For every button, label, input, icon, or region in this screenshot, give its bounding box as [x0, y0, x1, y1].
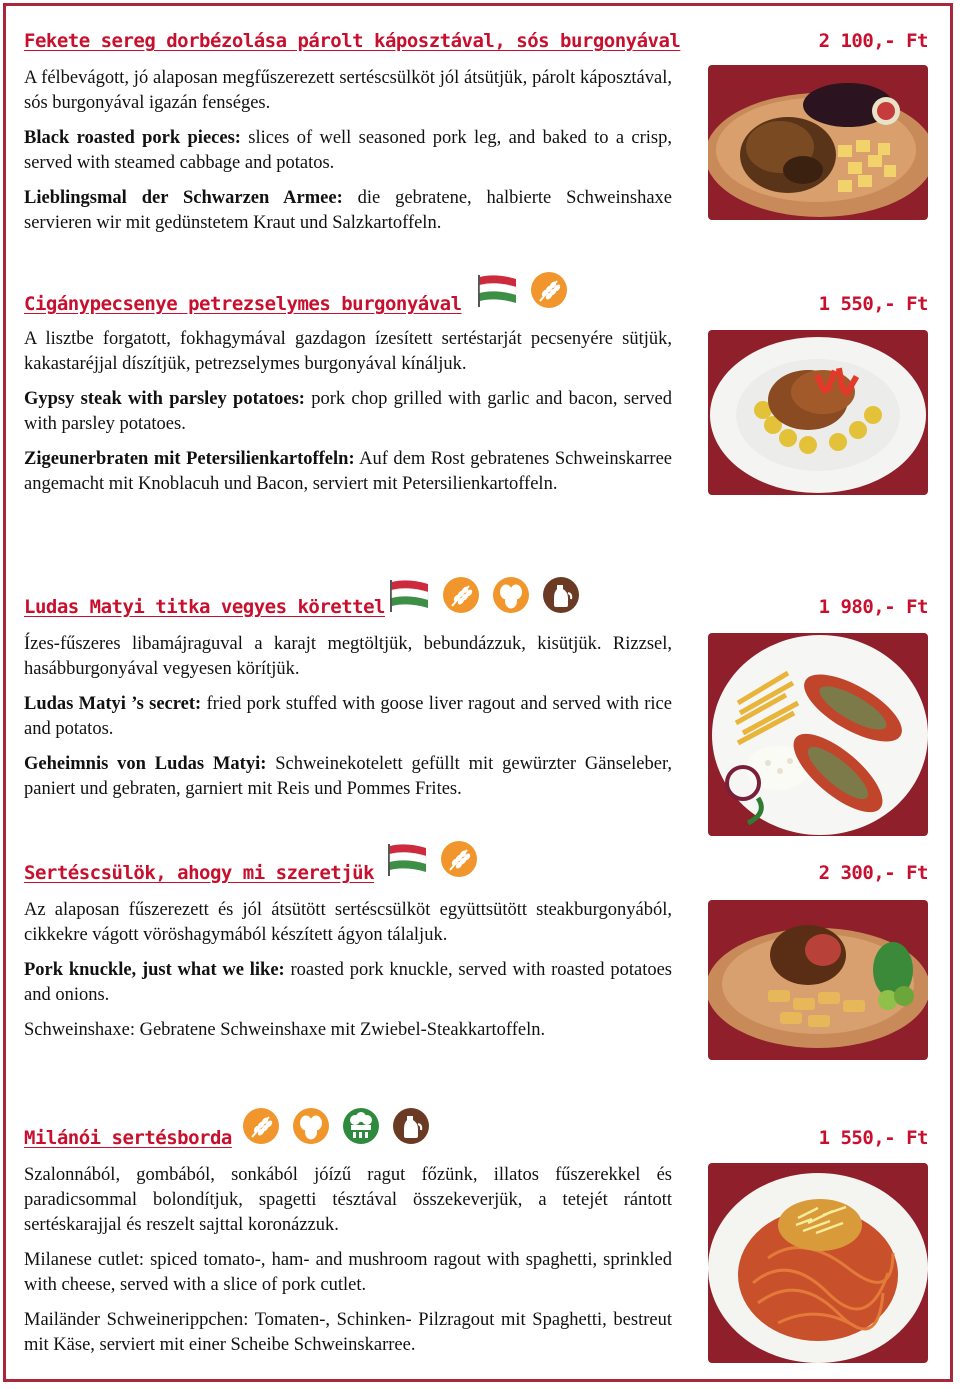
menu-item-3: [24, 596, 930, 836]
egg-icon: [292, 1107, 330, 1145]
description-de-text: Auf dem Rost gebratenes Schweinskarree angemacht mit Knoblacuh und Bacon, serviert mit Petersilienkartoffeln.: [24, 449, 672, 494]
description-de-text: Schweinekotelett gefüllt mit gewürzter Gänseleber, paniert und gebraten, garniert mit Reis und Pommes Frites.: [24, 754, 672, 799]
wheat-gluten-icon: [242, 1107, 280, 1145]
milk-icon: [392, 1107, 430, 1145]
description-de: [24, 447, 672, 497]
description-de: [24, 1018, 672, 1043]
description-en: [24, 958, 672, 1008]
description-en-label: Pork knuckle, just what we like:: [24, 960, 285, 980]
description-hu: Szalonnából, gombából, sonkából jóízű ragut főzünk, illatos fűszerekkel és paradicsommal bolondítjuk, spagetti tésztával összekeverjük, a tetejét rántott sertéskarajjal és reszelt sajttal koronázzuk.: [24, 1165, 672, 1235]
description-de-label: Lieblingsmal der Schwarzen Armee:: [24, 188, 343, 208]
allergen-icons: [388, 576, 580, 614]
celery-icon: [342, 1107, 380, 1145]
dish-photo: [708, 1163, 928, 1363]
description-de: [24, 1308, 672, 1358]
milk-icon: [542, 576, 580, 614]
dish-photo: [708, 633, 928, 836]
dish-title: Fekete sereg dorbézolása párolt káposztával, sós burgonyával: [24, 30, 681, 52]
description-hu: A félbevágott, jó alaposan megfűszerezett sertéscsülköt jól átsütjük, párolt káposztával, sós burgonyával igazán fenséges.: [24, 68, 672, 113]
dish-price: 1 550,- Ft: [818, 293, 928, 315]
description-de-label: Geheimnis von Ludas Matyi:: [24, 754, 267, 774]
description-de-text: die gebratene, halbierte Schweinshaxe servieren wir mit gedünstetem Kraut und Salzkartoffeln.: [24, 188, 672, 233]
menu-item-4: [24, 862, 930, 1082]
dish-title: Sertéscsülök, ahogy mi szeretjük: [24, 862, 375, 884]
dish-price: 2 300,- Ft: [818, 862, 928, 884]
dish-photo: [708, 900, 928, 1060]
description-en: [24, 1248, 672, 1298]
wheat-gluten-icon: [440, 840, 478, 878]
description-de-text: Mailänder Schweinerippchen: Tomaten-, Schinken- Pilzragout mit Spaghetti, bestreut mit Käse, serviert mit einer Scheibe Schweinskarree.: [24, 1310, 672, 1355]
wheat-gluten-icon: [442, 576, 480, 614]
description-en: [24, 387, 672, 437]
dish-price: 1 980,- Ft: [818, 596, 928, 618]
description-en-text: Milanese cutlet: spiced tomato-, ham- and mushroom ragout with spaghetti, sprinkled with cheese, served with a slice of pork cutlet.: [24, 1250, 672, 1295]
egg-icon: [492, 576, 530, 614]
menu-item-5: [24, 1127, 930, 1367]
description-en: [24, 692, 672, 742]
dish-description: [24, 66, 672, 246]
description-en-label: Black roasted pork pieces:: [24, 128, 241, 148]
allergen-icons: [476, 271, 568, 309]
dish-photo: [708, 65, 928, 220]
description-en-label: Ludas Matyi ’s secret:: [24, 694, 202, 714]
dish-price: 1 550,- Ft: [818, 1127, 928, 1149]
description-hu: Ízes-fűszeres libamájraguval a karajt megtöltjük, bebundázzuk, kisütjük. Rizzsel, hasábburgonyával vegyesen körítjük.: [24, 634, 672, 679]
menu-item-2: [24, 293, 930, 563]
description-en-text: slices of well seasoned pork leg, and baked to a crisp, served with steamed cabbage and potatos.: [24, 128, 672, 173]
hungarian-flag-icon: [388, 578, 430, 612]
description-en-text: fried pork stuffed with goose liver ragout and served with rice and potatos.: [24, 694, 672, 739]
dish-title: Milánói sertésborda: [24, 1127, 232, 1149]
allergen-icons: [386, 840, 478, 878]
description-de-text: Schweinshaxe: Gebratene Schweinshaxe mit Zwiebel-Steakkartoffeln.: [24, 1020, 546, 1040]
description-en-label: Gypsy steak with parsley potatoes:: [24, 389, 305, 409]
description-hu: Az alaposan fűszerezett és jól átsütött sertéscsülköt együttsütött steakburgonyából, cikkekre vágott vöröshagymából készített ágyon tálaljuk.: [24, 900, 672, 945]
description-hu: A lisztbe forgatott, fokhagymával gazdagon ízesített sertéstarját pecsenyére sütjük, kakastaréjjal díszítjük, petrezselymes burgonyával kínáljuk.: [24, 329, 672, 374]
description-de: [24, 752, 672, 802]
description-de-label: Zigeunerbraten mit Petersilienkartoffeln:: [24, 449, 355, 469]
allergen-icons: [242, 1107, 430, 1145]
dish-title: Ludas Matyi titka vegyes körettel: [24, 596, 385, 618]
hungarian-flag-icon: [386, 842, 428, 876]
dish-photo: [708, 330, 928, 495]
description-de: [24, 186, 672, 236]
menu-item-1: [24, 30, 930, 250]
dish-title: Cigánypecsenye petrezselymes burgonyával: [24, 293, 462, 315]
dish-description: [24, 632, 672, 812]
dish-description: [24, 327, 672, 507]
wheat-gluten-icon: [530, 271, 568, 309]
dish-description: [24, 1163, 672, 1368]
dish-price: 2 100,- Ft: [818, 30, 928, 52]
description-en-text: roasted pork knuckle, served with roasted potatoes and onions.: [24, 960, 672, 1005]
description-en-text: pork chop grilled with garlic and bacon, served with parsley potatoes.: [24, 389, 672, 434]
hungarian-flag-icon: [476, 273, 518, 307]
description-en: [24, 126, 672, 176]
dish-description: [24, 898, 672, 1053]
